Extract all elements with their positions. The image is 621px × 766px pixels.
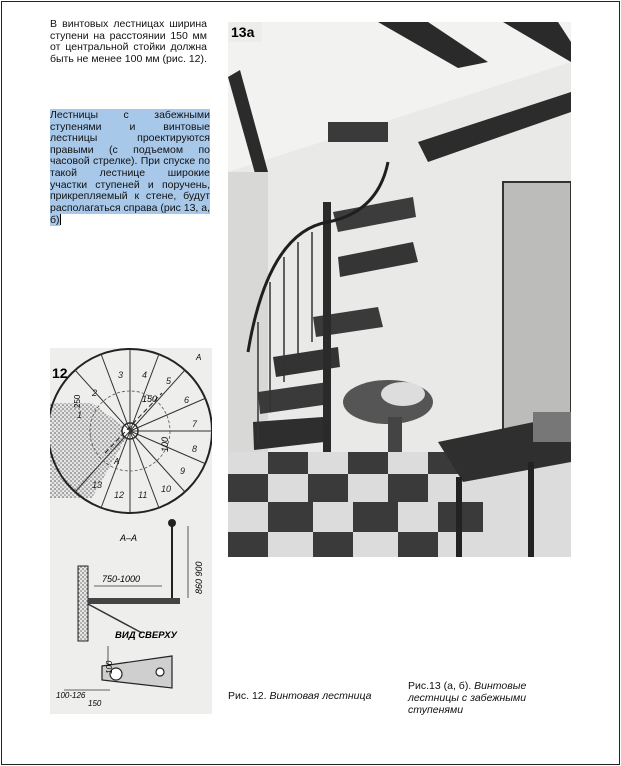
dim-150-bottom-label: 150 [88, 699, 102, 708]
step-number-8: 8 [192, 444, 198, 454]
step-number-13: 13 [92, 480, 103, 490]
step-number-9: 9 [180, 466, 186, 476]
figure-12-label: 12 [52, 365, 68, 381]
step-bracket-section [88, 598, 180, 604]
figure-13a-label: 13а [231, 24, 255, 40]
basket [533, 412, 571, 442]
dim-100-bottom-label: 100 [105, 660, 114, 674]
top-view-label: ВИД СВЕРХУ [115, 630, 177, 641]
step-number-12: 12 [114, 490, 125, 500]
caption-figure-12 [228, 690, 388, 702]
text-selection-highlight[interactable]: Лестницы с забежными ступенями и винтовые лестницы проектируются правыми (с подъемом по часовой стрелке). При спуске по такой лестнице широкие участки ступеней и поручень, прикрепляемый к стене, будут располагаться справа (рис 13, а, б) [50, 109, 211, 227]
dim-750-1000-label: 750-1000 [102, 574, 141, 584]
handrail-section [168, 519, 176, 527]
paragraph-spiral-width: В винтовых лестницах ширина ступени на расстоянии 150 мм от центральной стойки должна быть не менее 100 мм (рис. 12). [50, 18, 207, 65]
step-number-11: 11 [138, 490, 148, 500]
paragraph-winder-stairs-selected[interactable] [50, 110, 210, 227]
dim-150-label: 150 [142, 394, 158, 404]
cabinet [503, 182, 571, 442]
section-mark-bottom: А [114, 457, 120, 466]
caption-12-prefix: Рис. 12. [228, 690, 267, 702]
section-mark-top: А [196, 353, 202, 362]
caption-figure-13 [408, 680, 570, 716]
step-number-10: 10 [161, 484, 172, 494]
step-number-5: 5 [166, 376, 172, 386]
step-number-1: 1 [77, 410, 83, 420]
hatched-wall-area [50, 403, 92, 498]
step-number-7: 7 [192, 419, 198, 429]
text-cursor [60, 214, 62, 225]
figure-13a-svg [228, 22, 571, 557]
dim-860-900-label: 860 900 [194, 561, 204, 594]
figure-12-drawing [50, 348, 212, 714]
rail-hole [156, 668, 164, 676]
step-number-3: 3 [118, 370, 124, 380]
figure-13a-photo [228, 22, 571, 557]
step-number-4: 4 [142, 370, 148, 380]
caption-12-title: Винтовая лестница [269, 690, 372, 702]
caption-13-title: Винтовые лестницы с забежными ступенями [408, 680, 527, 716]
figure-12-svg [50, 348, 212, 714]
central-post-section [78, 566, 88, 641]
step-number-2: 2 [92, 388, 98, 398]
section-aa-label: А–А [120, 533, 138, 543]
dim-100-label: 100 [160, 436, 170, 452]
dim-100-126-label: 100-126 [56, 691, 86, 700]
step-number-6: 6 [184, 395, 190, 405]
caption-13-prefix: Рис.13 (а, б). [408, 680, 472, 692]
dim-250-label: 250 [73, 394, 82, 408]
brace [88, 604, 142, 633]
